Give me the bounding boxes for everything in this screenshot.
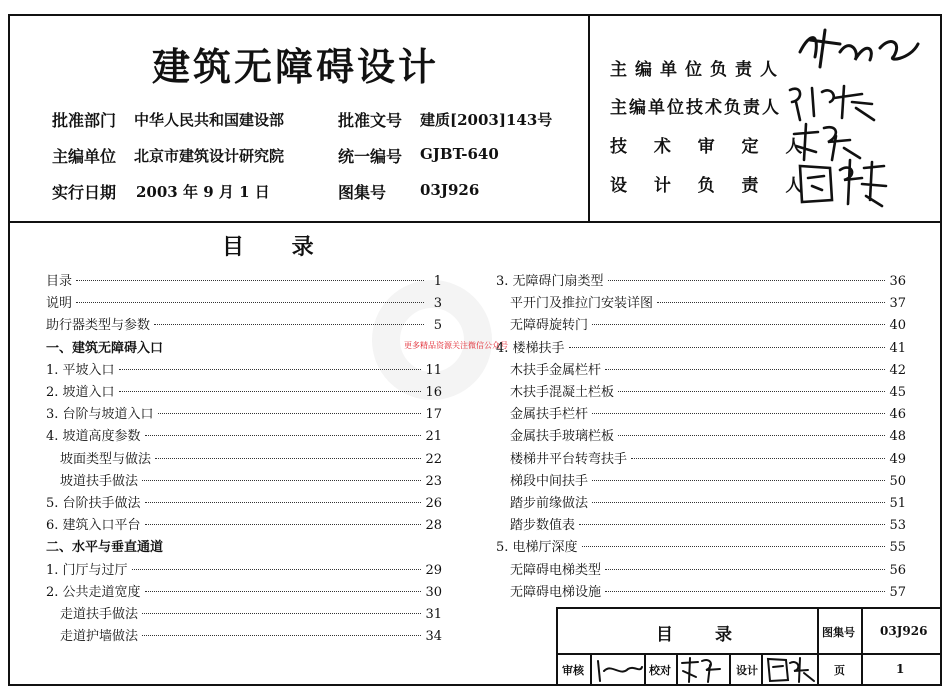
- toc-leader-dots: [119, 391, 422, 392]
- toc-entry-title: 3. 无障碍门扇类型: [496, 274, 604, 289]
- toc-entry-page: 22: [425, 451, 442, 467]
- toc-leader-dots: [158, 413, 422, 414]
- toc-entry-page: 29: [425, 562, 442, 578]
- toc-entry-title: 踏步数值表: [510, 518, 576, 534]
- toc-entry-page: 55: [889, 540, 906, 556]
- toc-leader-dots: [76, 302, 424, 303]
- toc-leader-dots: [154, 324, 424, 325]
- toc-entry-page: 48: [889, 429, 906, 445]
- toc-entry-title: 目录: [46, 274, 73, 289]
- toc-entry-page: 37: [889, 296, 906, 312]
- toc-entry[interactable]: [46, 559, 442, 577]
- toc-leader-dots: [145, 502, 422, 503]
- signature-reviewer-small: [594, 655, 644, 685]
- toc-entry-title: 金属扶手玻璃栏板: [510, 429, 615, 445]
- toc-leader-dots: [592, 324, 885, 325]
- technical-reviewer-label: 技 术 审 定 人: [610, 137, 808, 157]
- toc-entry-title: 助行器类型与参数: [46, 318, 151, 334]
- toc-entry-page: 16: [425, 385, 442, 400]
- toc-entry[interactable]: [46, 425, 442, 443]
- unified-number-value: GJBT-640: [420, 145, 499, 163]
- toc-entry-title: 坡面类型与做法: [60, 451, 152, 467]
- toc-entry-page: 11: [425, 362, 442, 378]
- toc-leader-dots: [618, 435, 885, 436]
- toc-entry-page: 5: [433, 318, 442, 334]
- toc-entry-page: 45: [889, 385, 906, 400]
- toc-entry[interactable]: [510, 425, 906, 443]
- toc-leader-dots: [155, 458, 421, 459]
- toc-entry-page: 3: [433, 296, 442, 312]
- toc-entry-title: 踏步前缘做法: [510, 496, 589, 511]
- toc-entry-page: 17: [425, 407, 442, 423]
- signature-designer-small: [764, 655, 816, 685]
- toc-entry[interactable]: [60, 625, 442, 643]
- toc-entry-title: 木扶手金属栏杆: [510, 362, 602, 378]
- toc-entry[interactable]: [510, 448, 906, 466]
- toc-entry[interactable]: [46, 581, 442, 599]
- toc-entry-page: 50: [889, 473, 906, 489]
- toc-leader-dots: [145, 524, 422, 525]
- atlas-number-label: 图集号: [338, 183, 387, 202]
- chief-editor-label: 主编单位负责人: [610, 60, 785, 80]
- toc-entry-page: 21: [425, 429, 442, 445]
- toc-entry-page: 28: [425, 518, 442, 534]
- toc-entry[interactable]: [496, 337, 906, 355]
- toc-entry[interactable]: [46, 492, 442, 510]
- editor-unit-value: 北京市建筑设计研究院: [134, 147, 285, 165]
- toc-entry[interactable]: [60, 603, 442, 621]
- toc-entry-title: 走道护墙做法: [60, 629, 139, 645]
- approval-dept-value: 中华人民共和国建设部: [134, 111, 285, 129]
- toc-entry-title: 一、建筑无障碍入口: [46, 340, 164, 356]
- titleblock-design-label: 设计: [736, 664, 758, 677]
- signature-checker-small: [678, 655, 728, 685]
- toc-heading: 目 录: [222, 234, 334, 260]
- document-title: 建筑无障碍设计: [152, 45, 440, 89]
- toc-entry-title: 6. 建筑入口平台: [46, 518, 141, 534]
- toc-entry[interactable]: [46, 403, 442, 421]
- titleblock-check-label: 校对: [649, 664, 671, 677]
- toc-entry-page: 41: [889, 340, 906, 356]
- titleblock-sep-4: [729, 653, 731, 686]
- toc-entry[interactable]: [46, 292, 442, 310]
- effective-date-value: 2003 年 9 月 1 日: [136, 183, 270, 201]
- toc-leader-dots: [132, 569, 422, 570]
- titleblock-title: 目录: [656, 625, 774, 645]
- toc-entry-title: 坡道扶手做法: [60, 473, 139, 489]
- toc-leader-dots: [592, 480, 885, 481]
- watermark-text: 更多精品资源关注微信公众号: [404, 341, 508, 350]
- approval-doc-value: 建质[2003]143号: [420, 111, 553, 129]
- toc-entry-page: 23: [425, 473, 442, 489]
- toc-leader-dots: [569, 347, 886, 348]
- toc-entry-page: 30: [425, 584, 442, 600]
- approval-dept-label: 批准部门: [52, 111, 117, 130]
- titleblock-sep-2: [644, 653, 646, 686]
- titleblock-sep-1: [590, 653, 592, 686]
- signature-chief-editor: [790, 22, 930, 72]
- toc-entry-title: 无障碍电梯设施: [510, 584, 602, 600]
- toc-entry-title: 2. 公共走道宽度: [46, 584, 141, 600]
- toc-entry[interactable]: [510, 403, 906, 421]
- toc-entry[interactable]: [510, 359, 906, 377]
- design-lead-label: 设 计 负 责 人: [610, 176, 808, 196]
- atlas-number-value: 03J926: [420, 181, 480, 199]
- toc-leader-dots: [119, 369, 422, 370]
- titleblock-review-label: 审核: [562, 664, 584, 677]
- toc-entry[interactable]: [496, 270, 906, 288]
- titleblock-atlas-value: 03J926: [880, 624, 928, 638]
- toc-entry-title: 5. 电梯厅深度: [496, 540, 578, 556]
- toc-leader-dots: [605, 569, 885, 570]
- toc-entry-title: 梯段中间扶手: [510, 473, 589, 489]
- toc-entry-title: 楼梯井平台转弯扶手: [510, 451, 628, 467]
- titleblock-page-label: 页: [834, 664, 845, 677]
- toc-entry-title: 5. 台阶扶手做法: [46, 496, 141, 511]
- toc-entry[interactable]: [46, 514, 442, 532]
- toc-entry-title: 3. 台阶与坡道入口: [46, 407, 154, 423]
- toc-leader-dots: [618, 391, 885, 392]
- titleblock-page-value: 1: [896, 662, 905, 676]
- toc-entry[interactable]: [510, 492, 906, 510]
- toc-entry-page: 49: [889, 451, 906, 467]
- toc-entry-title: 1. 平坡入口: [46, 362, 115, 378]
- toc-leader-dots: [145, 591, 422, 592]
- toc-leader-dots: [592, 502, 885, 503]
- toc-entry-title: 走道扶手做法: [60, 607, 139, 622]
- toc-entry-page: 53: [889, 518, 906, 534]
- editor-unit-label: 主编单位: [52, 147, 117, 166]
- toc-entry[interactable]: [46, 536, 442, 554]
- toc-entry[interactable]: [510, 514, 906, 532]
- titleblock-sep-atlas: [817, 607, 819, 686]
- toc-entry[interactable]: [510, 292, 906, 310]
- toc-entry-page: 34: [425, 629, 442, 645]
- toc-leader-dots: [142, 635, 421, 636]
- signature-design-lead: [792, 156, 892, 212]
- toc-entry-title: 1. 门厅与过厅: [46, 562, 128, 578]
- header-divider: [8, 221, 942, 223]
- toc-leader-dots: [631, 458, 885, 459]
- toc-entry-page: 51: [889, 496, 906, 511]
- titleblock-atlas-label: 图集号: [822, 626, 855, 639]
- toc-entry-title: 4. 坡道高度参数: [46, 429, 141, 445]
- toc-entry[interactable]: [46, 314, 442, 332]
- toc-entry-title: 无障碍旋转门: [510, 318, 589, 334]
- approval-doc-label: 批准文号: [338, 111, 403, 130]
- toc-entry[interactable]: [510, 559, 906, 577]
- toc-entry[interactable]: [46, 359, 442, 377]
- toc-leader-dots: [76, 280, 424, 281]
- toc-entry[interactable]: [510, 314, 906, 332]
- toc-entry-page: 40: [889, 318, 906, 334]
- header-vertical-divider: [588, 14, 590, 222]
- toc-entry[interactable]: [496, 536, 906, 554]
- toc-leader-dots: [592, 413, 885, 414]
- toc-entry[interactable]: [510, 381, 906, 399]
- toc-entry-page: 36: [889, 274, 906, 289]
- toc-entry-title: 平开门及推拉门安装详图: [510, 296, 654, 312]
- toc-entry[interactable]: [510, 470, 906, 488]
- toc-entry[interactable]: [46, 270, 442, 288]
- toc-entry-title: 二、水平与垂直通道: [46, 540, 164, 556]
- technical-chief-label: 主编单位技术负责人: [610, 98, 781, 118]
- toc-leader-dots: [142, 480, 421, 481]
- toc-entry-title: 4. 楼梯扶手: [496, 340, 565, 356]
- toc-entry-title: 金属扶手栏杆: [510, 407, 589, 423]
- toc-entry-page: 1: [433, 274, 442, 289]
- toc-entry[interactable]: [60, 470, 442, 488]
- toc-entry-title: 说明: [46, 296, 73, 312]
- toc-leader-dots: [608, 280, 886, 281]
- titleblock-sep-atlas-value: [861, 607, 863, 686]
- toc-entry-page: 57: [889, 584, 906, 600]
- toc-leader-dots: [142, 613, 421, 614]
- toc-entry-title: 2. 坡道入口: [46, 385, 115, 400]
- toc-entry-page: 56: [889, 562, 906, 578]
- titleblock-top-line: [556, 607, 942, 609]
- signature-technical-chief: [782, 80, 882, 124]
- toc-entry-page: 31: [425, 607, 442, 622]
- toc-entry[interactable]: [46, 337, 442, 355]
- toc-entry[interactable]: [46, 381, 442, 399]
- effective-date-label: 实行日期: [52, 183, 117, 202]
- toc-leader-dots: [605, 369, 885, 370]
- toc-entry[interactable]: [510, 581, 906, 599]
- toc-entry-page: 26: [425, 496, 442, 511]
- toc-entry-page: 46: [889, 407, 906, 423]
- toc-entry-title: 木扶手混凝土栏板: [510, 385, 615, 400]
- toc-entry-page: 42: [889, 362, 906, 378]
- unified-number-label: 统一编号: [338, 147, 403, 166]
- titleblock-left-line: [556, 607, 558, 686]
- toc-entry-title: 无障碍电梯类型: [510, 562, 602, 578]
- toc-entry[interactable]: [60, 448, 442, 466]
- toc-leader-dots: [579, 524, 885, 525]
- toc-leader-dots: [657, 302, 885, 303]
- toc-leader-dots: [145, 435, 422, 436]
- toc-leader-dots: [582, 546, 886, 547]
- titleblock-sep-5: [761, 653, 763, 686]
- toc-leader-dots: [605, 591, 885, 592]
